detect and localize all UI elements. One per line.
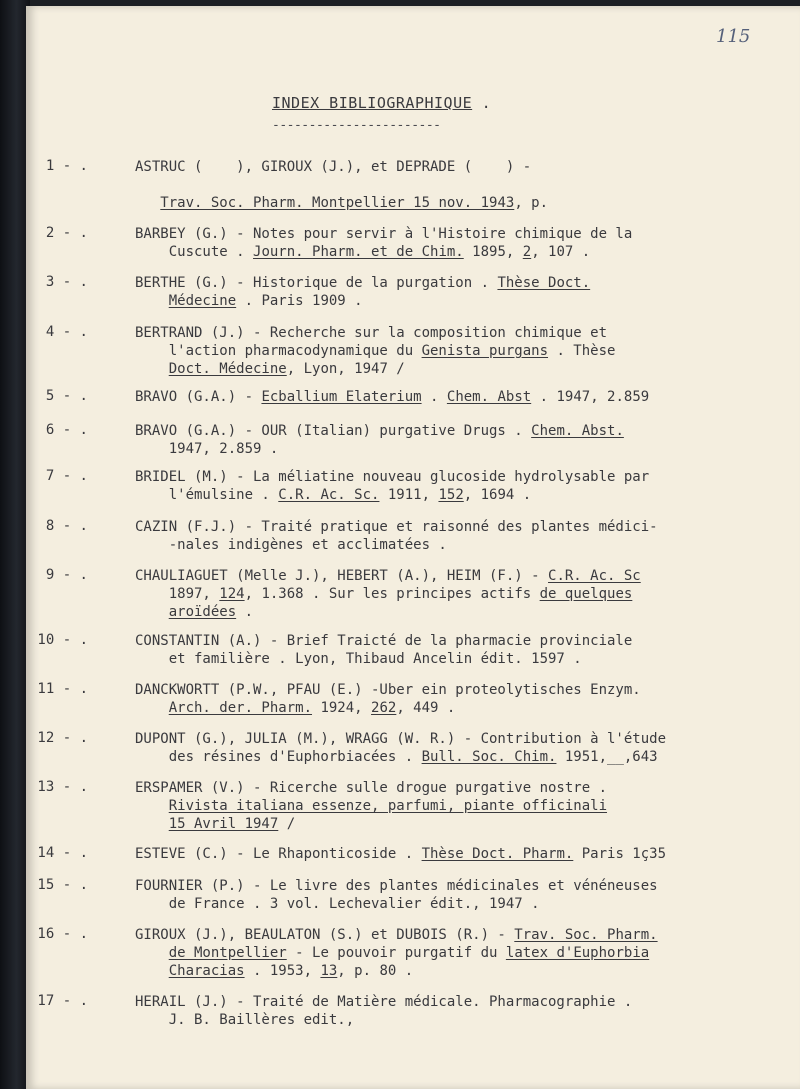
entry-line (135, 342, 785, 360)
entry-text (135, 779, 785, 833)
entry-number: 3 - . (45, 274, 88, 290)
entry-text (135, 324, 785, 378)
entry-segment: BERTRAND (J.) - Recherche sur la composition chimique et (135, 325, 608, 341)
entry-line (135, 779, 785, 797)
entry-line (135, 536, 785, 554)
entry-segment: DANCKWORTT (P.W., PFAU (E.) -Uber ein proteolytisches Enzym. (135, 682, 641, 698)
underlined-reference: Ecballium Elaterium (261, 389, 422, 405)
entry-segment: , 1.368 . Sur les principes actifs (244, 586, 540, 602)
entry-segment: ASTRUC ( ), GIROUX (J.), et DEPRADE ( ) - (135, 159, 532, 175)
entry-segment (135, 361, 169, 377)
entry-segment: DUPONT (G.), JULIA (M.), WRAGG (W. R.) - Contribution à l'étude (135, 731, 667, 747)
entry-line (135, 877, 785, 895)
entry-line (135, 440, 785, 458)
entry-segment (135, 816, 169, 832)
page-title (272, 94, 491, 112)
entry-segment: , p. (514, 195, 549, 211)
entry-line (135, 486, 785, 504)
underlined-reference: latex d'Euphorbia (505, 945, 650, 961)
entry-line (135, 360, 785, 378)
page-number: 115 (716, 26, 751, 47)
entry-number: 15 - . (37, 877, 88, 893)
underlined-reference: Journ. Pharm. et de Chim. (253, 244, 464, 260)
underlined-reference: 262 (371, 700, 397, 716)
entry-segment: , 449 . (396, 700, 456, 716)
entry-segment (135, 963, 169, 979)
entry-number: 8 - . (45, 518, 88, 534)
underlined-reference: Genista purgans (421, 343, 549, 359)
underlined-reference: Bull. Soc. Chim. (421, 749, 557, 765)
underlined-reference: aroïdées (168, 604, 237, 620)
entry-line (135, 699, 785, 717)
entry-segment: , Lyon, 1947 / (286, 361, 405, 377)
entry-segment: et familière . Lyon, Thibaud Ancelin édit. 1597 . (135, 651, 582, 667)
underlined-reference: Rivista italiana essenze, parfumi, piante officinali (168, 798, 608, 814)
entry-segment: FOURNIER (P.) - Le livre des plantes médicinales et vénéneuses (135, 878, 658, 894)
entry-segment: CHAULIAGUET (Melle J.), HEBERT (A.), HEIM (F.) - (135, 568, 549, 584)
entry-line (135, 632, 785, 650)
entry-text (135, 274, 785, 310)
document-page (26, 6, 800, 1089)
entry-line (135, 243, 785, 261)
entry-number: 4 - . (45, 324, 88, 340)
underlined-reference: C.R. Ac. Sc (548, 568, 641, 584)
entry-segment: GIROUX (J.), BEAULATON (S.) et DUBOIS (R.) - (135, 927, 515, 943)
entry-line (135, 926, 785, 944)
entry-segment: BRIDEL (M.) - La méliatine nouveau glucoside hydrolysable par (135, 469, 650, 485)
entry-line (135, 1011, 785, 1029)
underlined-reference: Arch. der. Pharm. (168, 700, 313, 716)
entry-segment: J. B. Baillères edit., (135, 1012, 355, 1028)
underlined-reference: Trav. Soc. Pharm. Montpellier 15 nov. 1943 (160, 195, 515, 211)
entry-number: 5 - . (45, 388, 88, 404)
entry-text (135, 926, 785, 980)
entry-line (135, 324, 785, 342)
entry-text (135, 158, 785, 212)
entry-number: 11 - . (37, 681, 88, 697)
entry-segment: l'émulsine . (135, 487, 279, 503)
entry-segment: , 107 . (531, 244, 591, 260)
entry-segment: BRAVO (G.A.) - (135, 389, 262, 405)
entry-segment: l'action pharmacodynamique du (135, 343, 422, 359)
underlined-reference: Thèse Doct. Pharm. (421, 846, 574, 862)
underlined-reference: 124 (219, 586, 245, 602)
entry-segment: -nales indigènes et acclimatées . (135, 537, 447, 553)
entry-segment: ESTEVE (C.) - Le Rhaponticoside . (135, 846, 422, 862)
entry-segment: CONSTANTIN (A.) - Brief Traicté de la pharmacie provinciale (135, 633, 633, 649)
entry-text (135, 993, 785, 1029)
entry-segment: . 1953, (244, 963, 321, 979)
entry-line (135, 845, 785, 863)
entry-segment: 1951,__,643 (556, 749, 658, 765)
entry-line (135, 944, 785, 962)
underlined-reference: 2 (522, 244, 532, 260)
entry-segment (135, 798, 169, 814)
entry-line (135, 962, 785, 980)
underlined-reference: Characias (168, 963, 245, 979)
entry-line (135, 176, 785, 194)
entry-text (135, 567, 785, 621)
entry-segment: de France . 3 vol. Lechevalier édit., 1947 . (135, 896, 540, 912)
entry-segment: . Thèse (548, 343, 616, 359)
entry-number: 9 - . (45, 567, 88, 583)
title-dashed-rule: ----------------------- (272, 118, 441, 133)
entry-text (135, 388, 785, 406)
entry-text (135, 225, 785, 261)
entry-segment: . Paris 1909 . (236, 293, 363, 309)
underlined-reference: Trav. Soc. Pharm. (514, 927, 658, 943)
entry-segment: 1924, (312, 700, 372, 716)
entry-line (135, 815, 785, 833)
underlined-reference: de quelques (539, 586, 633, 602)
entry-line (135, 158, 785, 176)
entry-segment: 1911, (379, 487, 439, 503)
entry-number: 10 - . (37, 632, 88, 648)
entry-line (135, 274, 785, 292)
underlined-reference: Doct. Médecine (168, 361, 287, 377)
underlined-reference: Thèse Doct. (497, 275, 591, 291)
entry-line (135, 748, 785, 766)
entry-segment: HERAIL (J.) - Traité de Matière médicale. Pharmacographie . (135, 994, 633, 1010)
entry-line (135, 225, 785, 243)
entry-line (135, 603, 785, 621)
entry-segment: 1947, 2.859 . (135, 441, 279, 457)
underlined-reference: Chem. Abst. (531, 423, 624, 439)
entry-line (135, 585, 785, 603)
entry-line (135, 194, 785, 212)
entry-segment (135, 293, 169, 309)
entry-segment: . (236, 604, 254, 620)
entry-line (135, 681, 785, 699)
entry-number: 1 - . (45, 158, 88, 174)
entry-text (135, 845, 785, 863)
entry-text (135, 632, 785, 668)
entry-line (135, 895, 785, 913)
entry-segment: , p. 80 . (337, 963, 414, 979)
entry-segment (135, 195, 160, 211)
entry-line (135, 797, 785, 815)
entry-segment: 1895, (463, 244, 523, 260)
entry-segment (135, 604, 169, 620)
entry-segment: Paris 1ç35 (573, 846, 667, 862)
entry-line (135, 567, 785, 585)
entry-number: 7 - . (45, 468, 88, 484)
entry-text (135, 681, 785, 717)
entry-segment: BRAVO (G.A.) - OUR (Italian) purgative Drugs . (135, 423, 532, 439)
entry-segment: BERTHE (G.) - Historique de la purgation . (135, 275, 498, 291)
entry-line (135, 422, 785, 440)
entry-line (135, 730, 785, 748)
entry-number: 17 - . (37, 993, 88, 1009)
entry-line (135, 518, 785, 536)
entry-segment: CAZIN (F.J.) - Traité pratique et raisonné des plantes médici- (135, 519, 658, 535)
entry-text (135, 422, 785, 458)
entry-segment (135, 700, 169, 716)
entry-text (135, 730, 785, 766)
underlined-reference: Chem. Abst (446, 389, 532, 405)
entry-text (135, 518, 785, 554)
entry-segment (135, 945, 169, 961)
underlined-reference: 152 (438, 487, 464, 503)
entry-number: 16 - . (37, 926, 88, 942)
entry-segment: Cuscute . (135, 244, 254, 260)
entry-text (135, 468, 785, 504)
entry-segment: des résines d'Euphorbiacées . (135, 749, 422, 765)
entry-segment: 1897, (135, 586, 220, 602)
entry-line (135, 993, 785, 1011)
underlined-reference: 13 (320, 963, 338, 979)
entry-segment: BARBEY (G.) - Notes pour servir à l'Histoire chimique de la (135, 226, 633, 242)
entry-text (135, 877, 785, 913)
underlined-reference: 15 Avril 1947 (168, 816, 279, 832)
entry-line (135, 650, 785, 668)
entry-segment: - Le pouvoir purgatif du (286, 945, 506, 961)
entry-line (135, 292, 785, 310)
entry-segment: ERSPAMER (V.) - Ricerche sulle drogue purgative nostre . (135, 780, 608, 796)
entry-number: 6 - . (45, 422, 88, 438)
underlined-reference: C.R. Ac. Sc. (278, 487, 380, 503)
underlined-reference: de Montpellier (168, 945, 287, 961)
entry-line (135, 468, 785, 486)
underlined-reference: Médecine (168, 293, 237, 309)
page-title-text: INDEX BIBLIOGRAPHIQUE (272, 94, 473, 112)
entry-number: 2 - . (45, 225, 88, 241)
entry-segment: , 1694 . (463, 487, 532, 503)
entry-number: 14 - . (37, 845, 88, 861)
entry-number: 13 - . (37, 779, 88, 795)
entry-segment: . (421, 389, 447, 405)
entry-segment: / (278, 816, 296, 832)
page-title-suffix: . (472, 94, 492, 112)
entry-line (135, 388, 785, 406)
entry-segment: . 1947, 2.859 (531, 389, 650, 405)
entry-number: 12 - . (37, 730, 88, 746)
